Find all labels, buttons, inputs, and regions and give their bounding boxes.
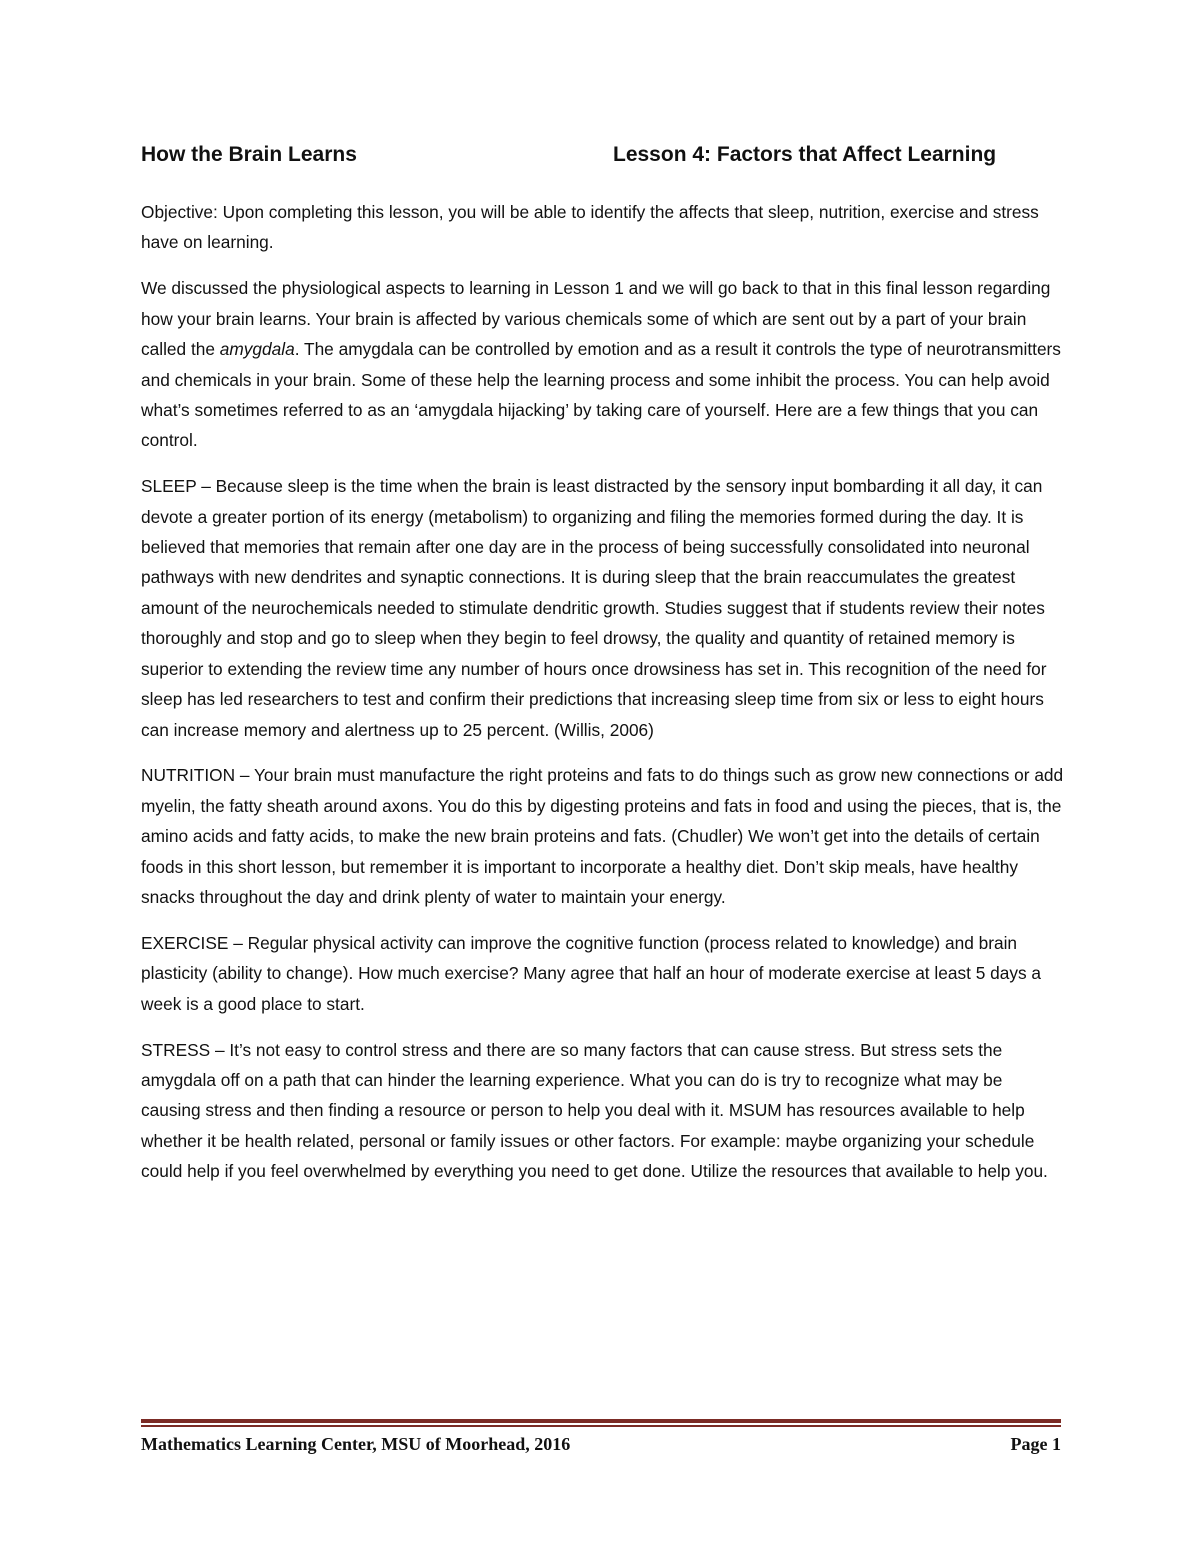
exercise-paragraph: EXERCISE – Regular physical activity can improve the cognitive function (process related to knowledge) and brain plasticity (ability to change). How much exercise? Many agree that half an hour of moderate exercise at least 5 days a week is a good place to start.: [141, 932, 1042, 1014]
footer-source: Mathematics Learning Center, MSU of Moorhead, 2016: [141, 1434, 571, 1454]
lesson-title: Lesson 4: Factors that Affect Learning: [613, 143, 997, 166]
document-footer: [141, 1434, 1061, 1464]
footer-divider-thin: [141, 1425, 1061, 1427]
page-number: Page 1: [1010, 1434, 1061, 1454]
course-title: How the Brain Learns: [141, 143, 357, 166]
stress-paragraph: STRESS – It’s not easy to control stress and there are so many factors that can cause stress. But stress sets the amygdala off on a path that can hinder the learning experience. What you can do is try to recognize what may be causing stress and then finding a resource or person to help you deal with it. MSUM has resources available to help whether it be health related, personal or family issues or other factors. For example: maybe organizing your schedule could help if you feel overwhelmed by everything you need to get done. Utilize the resources that available to help you.: [141, 1039, 1048, 1182]
nutrition-paragraph: NUTRITION – Your brain must manufacture the right proteins and fats to do things such as grow new connections or add myelin, the fatty sheath around axons. You do this by digesting proteins and fats in food and using the pieces, that is, the amino acids and fatty acids, to make the new brain proteins and fats. (Chudler) We won’t get into the details of certain foods in this short lesson, but remember it is important to incorporate a healthy diet. Don’t skip meals, have healthy snacks throughout the day and drink plenty of water to maintain your energy.: [141, 765, 1064, 908]
objective-paragraph: Objective: Upon completing this lesson, you will be able to identify the affects that sleep, nutrition, exercise and stress have on learning.: [141, 202, 1039, 253]
intro-paragraph: [141, 273, 1066, 455]
intro-text-end: . The amygdala can be controlled by emotion and as a result it controls the type of neurotransmitters and chemicals in your brain. Some of these help the learning process and some inhibit the process. You can help avoid what’s sometimes referred to as an ‘amygdala hijacking’ by taking care of yourself. Here are a few things that you can control.: [141, 339, 1061, 451]
footer-divider-thick: [141, 1419, 1061, 1423]
amygdala-term: amygdala: [219, 339, 295, 360]
intro-text-start: We discussed the physiological aspects to learning in Lesson 1 and we will go back to that in this final lesson regarding how your brain learns. Your brain is affected by various chemicals some of which are sent out by a part of your brain called the: [141, 278, 1051, 360]
document-body: [141, 197, 1066, 1202]
document-header: [141, 143, 1061, 183]
footer-divider: [141, 1419, 1061, 1427]
sleep-paragraph: SLEEP – Because sleep is the time when the brain is least distracted by the sensory input bombarding it all day, it can devote a greater portion of its energy (metabolism) to organizing and filing the memories formed during the day. It is believed that memories that remain after one day are in the process of being successfully consolidated into neuronal pathways with new dendrites and synaptic connections. It is during sleep that the brain reaccumulates the greatest amount of the neurochemicals needed to stimulate dendritic growth. Studies suggest that if students review their notes thoroughly and stop and go to sleep when they begin to feel drowsy, the quality and quantity of retained memory is superior to extending the review time any number of hours once drowsiness has set in. This recognition of the need for sleep has led researchers to test and confirm their predictions that increasing sleep time from six or less to eight hours can increase memory and alertness up to 25 percent. (Willis, 2006): [141, 476, 1047, 740]
